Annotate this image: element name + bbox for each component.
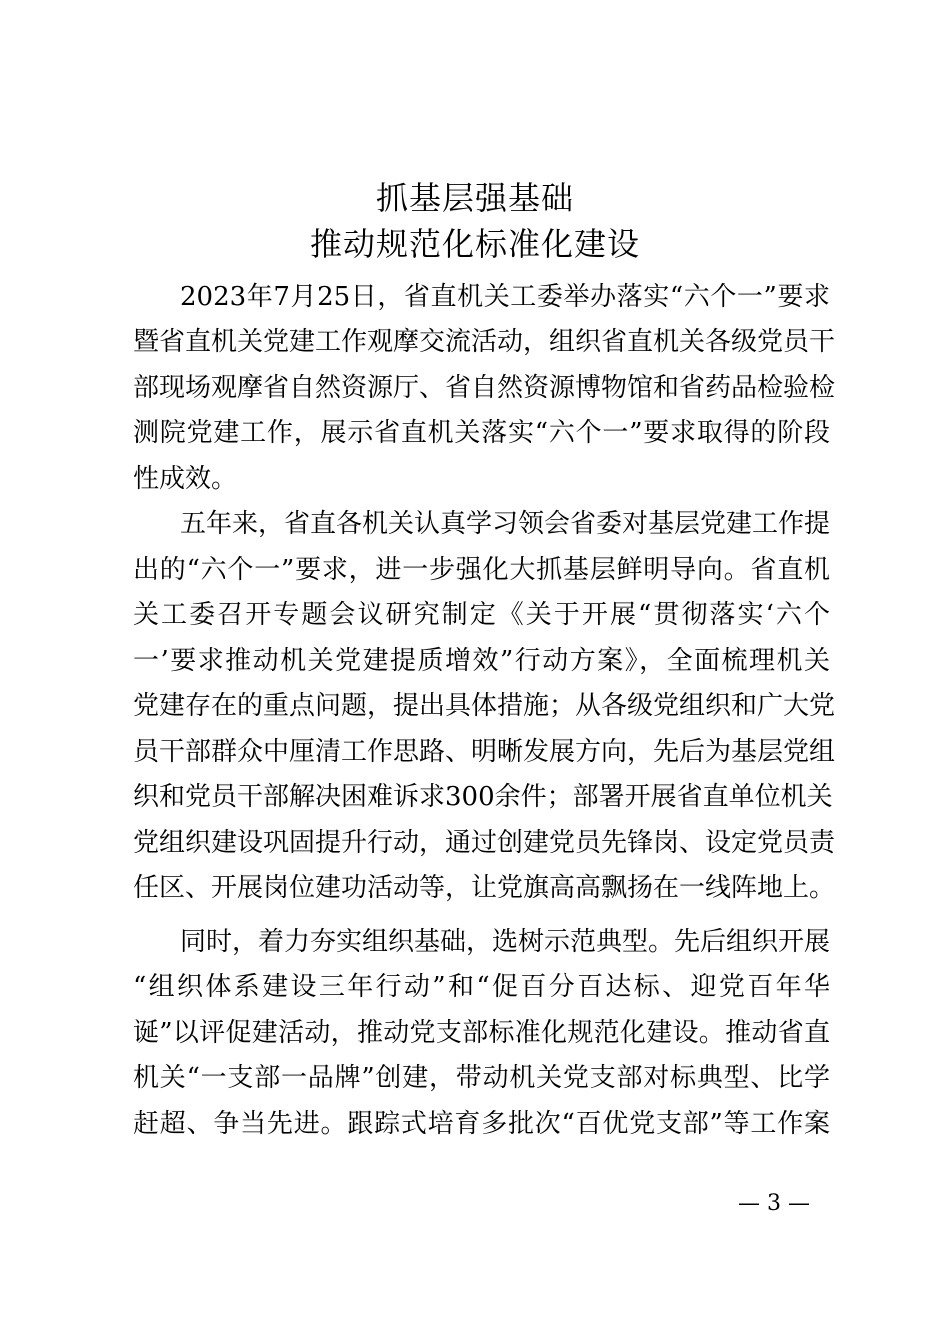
text-line: 关工委召开专题会议研究制定《关于开展“贯彻落实‘六个 xyxy=(133,600,830,630)
text-line: 诞”以评促建活动，推动党支部标准化规范化建设。推动省直 xyxy=(133,1018,830,1048)
text-line: 部现场观摩省自然资源厅、省自然资源博物馆和省药品检验检 xyxy=(133,373,836,403)
text-line: 党组织建设巩固提升行动，通过创建党员先锋岗、设定党员责 xyxy=(133,828,836,858)
text-line: 织和党员干部解决困难诉求300余件；部署开展省直单位机关 xyxy=(133,782,833,812)
text-line: “组织体系建设三年行动”和“促百分百达标、迎党百年华 xyxy=(133,972,830,1002)
text-line: 五年来，省直各机关认真学习领会省委对基层党建工作提 xyxy=(180,509,831,539)
text-line: 员干部群众中厘清工作思路、明晰发展方向，先后为基层党组 xyxy=(133,737,836,767)
text-line: 同时，着力夯实组织基础，选树示范典型。先后组织开展 xyxy=(180,927,831,957)
text-line: 党建存在的重点问题，提出具体措施；从各级党组织和广大党 xyxy=(133,691,836,721)
text-line: 2023年7月25日，省直机关工委举办落实“六个一”要求 xyxy=(180,282,830,312)
page-number: — 3 — xyxy=(738,1191,810,1216)
text-line: 出的“六个一”要求，进一步强化大抓基层鲜明导向。省直机 xyxy=(133,555,830,585)
title-line-2: 推动规范化标准化建设 xyxy=(309,225,640,263)
title-line-1: 抓基层强基础 xyxy=(375,179,574,217)
text-line: 性成效。 xyxy=(133,464,238,494)
text-line: 任区、开展岗位建功活动等，让党旗高高飘扬在一线阵地上。 xyxy=(133,873,836,903)
text-line: 赶超、争当先进。跟踪式培育多批次“百优党支部”等工作案 xyxy=(133,1109,830,1139)
text-line: 暨省直机关党建工作观摩交流活动，组织省直机关各级党员干 xyxy=(133,327,836,357)
text-line: 机关“一支部一品牌”创建，带动机关党支部对标典型、比学 xyxy=(133,1063,830,1093)
text-line: 测院党建工作，展示省直机关落实“六个一”要求取得的阶段 xyxy=(133,418,830,448)
text-line: 一’要求推动机关党建提质增效”行动方案》，全面梳理机关 xyxy=(133,646,830,676)
